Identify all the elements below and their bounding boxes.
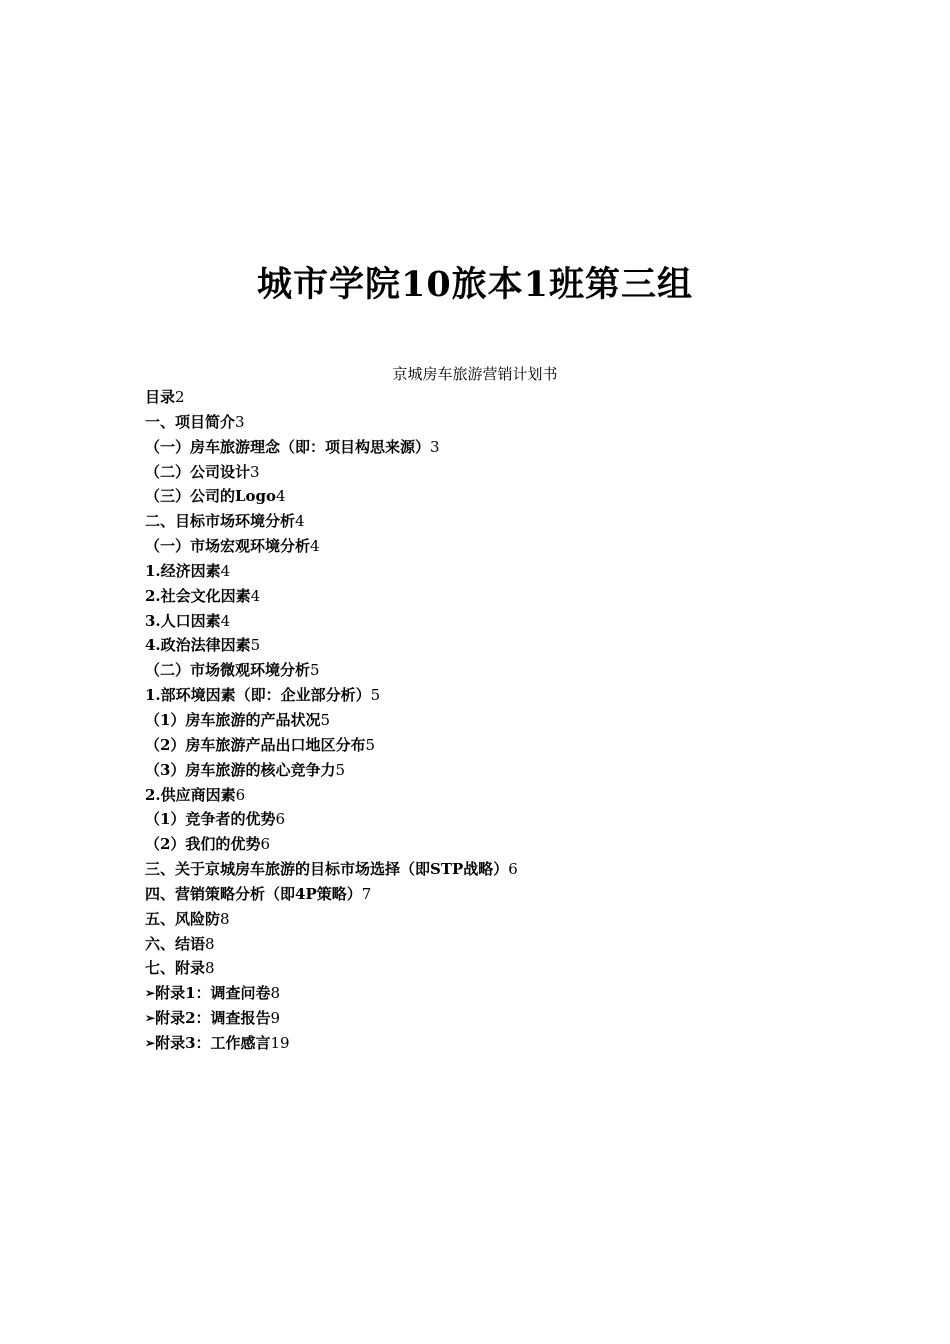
toc-entry-page-number: 8 xyxy=(205,959,215,978)
toc-entry-label: 2.供应商因素 xyxy=(145,785,236,804)
toc-entry-label: 六、结语 xyxy=(145,934,206,953)
toc-entry[interactable] xyxy=(145,584,845,609)
toc-entry-page-number: 5 xyxy=(335,760,345,779)
toc-entry[interactable] xyxy=(145,857,845,882)
table-of-contents xyxy=(145,385,845,1056)
toc-entry[interactable] xyxy=(145,460,845,485)
toc-entry-label: 附录1：调查问卷 xyxy=(155,984,271,1003)
toc-entry-page-number: 9 xyxy=(270,1009,281,1028)
toc-entry-label: 附录3：工作感言 xyxy=(155,1033,271,1052)
toc-entry-page-number: 3 xyxy=(430,437,440,456)
toc-entry[interactable] xyxy=(145,882,845,907)
toc-entry-label: 3.人口因素 xyxy=(145,611,221,630)
toc-entry-page-number: 4 xyxy=(220,611,231,630)
toc-entry-label: （2）房车旅游产品出口地区分布 xyxy=(145,735,366,754)
toc-entry-page-number: 4 xyxy=(250,586,261,605)
toc-entry-page-number: 5 xyxy=(365,735,375,754)
toc-entry-page-number: 3 xyxy=(250,462,260,481)
toc-entry-label: （1）房车旅游的产品状况 xyxy=(145,710,321,729)
toc-entry[interactable] xyxy=(145,907,845,932)
toc-entry[interactable] xyxy=(145,733,845,758)
toc-entry[interactable] xyxy=(145,658,845,683)
toc-entry-label: （一）市场宏观环境分析 xyxy=(145,537,311,556)
toc-entry-page-number: 8 xyxy=(205,934,215,953)
toc-entry-label: （1）竞争者的优势 xyxy=(145,810,276,829)
toc-entry-page-number: 8 xyxy=(270,984,281,1003)
toc-entry-page-number: 4 xyxy=(276,487,286,506)
toc-entry-label: 二、目标市场环境分析 xyxy=(145,512,296,531)
toc-entry[interactable] xyxy=(145,509,845,534)
toc-entry[interactable] xyxy=(145,832,845,857)
toc-entry[interactable] xyxy=(145,932,845,957)
toc-entry-page-number: 3 xyxy=(235,412,245,431)
toc-entry-page-number: 19 xyxy=(270,1033,290,1052)
toc-entry-page-number: 6 xyxy=(235,785,246,804)
toc-entry[interactable] xyxy=(145,956,845,981)
toc-entry[interactable] xyxy=(145,484,845,509)
toc-entry[interactable] xyxy=(145,559,845,584)
toc-entry-page-number: 5 xyxy=(320,710,330,729)
toc-entry-label: 附录2：调查报告 xyxy=(155,1009,271,1028)
toc-entry[interactable] xyxy=(145,410,845,435)
toc-entry[interactable] xyxy=(145,534,845,559)
toc-entry[interactable] xyxy=(145,385,845,410)
toc-entry[interactable] xyxy=(145,807,845,832)
toc-entry-label: （2）我们的优势 xyxy=(145,835,261,854)
toc-entry-label: 2.社会文化因素 xyxy=(145,586,251,605)
toc-entry-page-number: 4 xyxy=(310,537,320,556)
toc-entry-page-number: 5 xyxy=(370,686,381,705)
toc-entry-label: 目录 xyxy=(145,388,176,406)
toc-entry-label: （二）公司设计 xyxy=(145,462,251,481)
toc-entry-label: （一）房车旅游理念（即：项目构思来源） xyxy=(145,437,431,456)
toc-entry-page-number: 2 xyxy=(175,388,185,406)
toc-entry-label: （三）公司的Logo xyxy=(145,487,277,506)
toc-entry[interactable] xyxy=(145,435,845,460)
toc-entry[interactable] xyxy=(145,758,845,783)
toc-entry-page-number: 8 xyxy=(220,909,230,928)
toc-entry-page-number: 5 xyxy=(310,661,320,680)
toc-entry-page-number: 6 xyxy=(260,835,270,854)
toc-entry-label: 五、风险防 xyxy=(145,909,221,928)
toc-entry[interactable] xyxy=(145,1006,845,1031)
toc-entry-label: 七、附录 xyxy=(145,959,206,978)
toc-entry-label: （3）房车旅游的核心竞争力 xyxy=(145,760,336,779)
toc-entry[interactable] xyxy=(145,1031,845,1056)
arrow-right-icon: ➢ xyxy=(145,1035,156,1050)
arrow-right-icon: ➢ xyxy=(145,986,156,1001)
toc-entry-label: 三、关于京城房车旅游的目标市场选择（即STP战略） xyxy=(145,860,509,879)
toc-entry-page-number: 4 xyxy=(295,512,305,531)
toc-entry-label: 4.政治法律因素 xyxy=(145,636,251,655)
arrow-right-icon: ➢ xyxy=(145,1011,156,1026)
toc-entry[interactable] xyxy=(145,683,845,708)
toc-entry-page-number: 6 xyxy=(508,860,518,879)
toc-entry[interactable] xyxy=(145,981,845,1006)
toc-entry-label: （二）市场微观环境分析 xyxy=(145,661,311,680)
toc-entry-page-number: 5 xyxy=(250,636,261,655)
toc-entry-label: 1.部环境因素（即：企业部分析） xyxy=(145,686,371,705)
toc-entry-page-number: 6 xyxy=(275,810,285,829)
toc-entry-label: 一、项目简介 xyxy=(145,412,236,431)
toc-entry[interactable] xyxy=(145,633,845,658)
toc-entry-label: 1.经济因素 xyxy=(145,561,221,580)
toc-entry-page-number: 7 xyxy=(361,884,372,903)
toc-entry[interactable] xyxy=(145,708,845,733)
toc-entry[interactable] xyxy=(145,783,845,808)
document-subtitle: 京城房车旅游营销计划书 xyxy=(392,365,558,383)
toc-entry-label: 四、营销策略分析（即4P策略） xyxy=(145,884,362,903)
toc-entry-page-number: 4 xyxy=(220,561,231,580)
toc-entry[interactable] xyxy=(145,609,845,634)
document-title: 城市学院10旅本1班第三组 xyxy=(256,264,694,305)
